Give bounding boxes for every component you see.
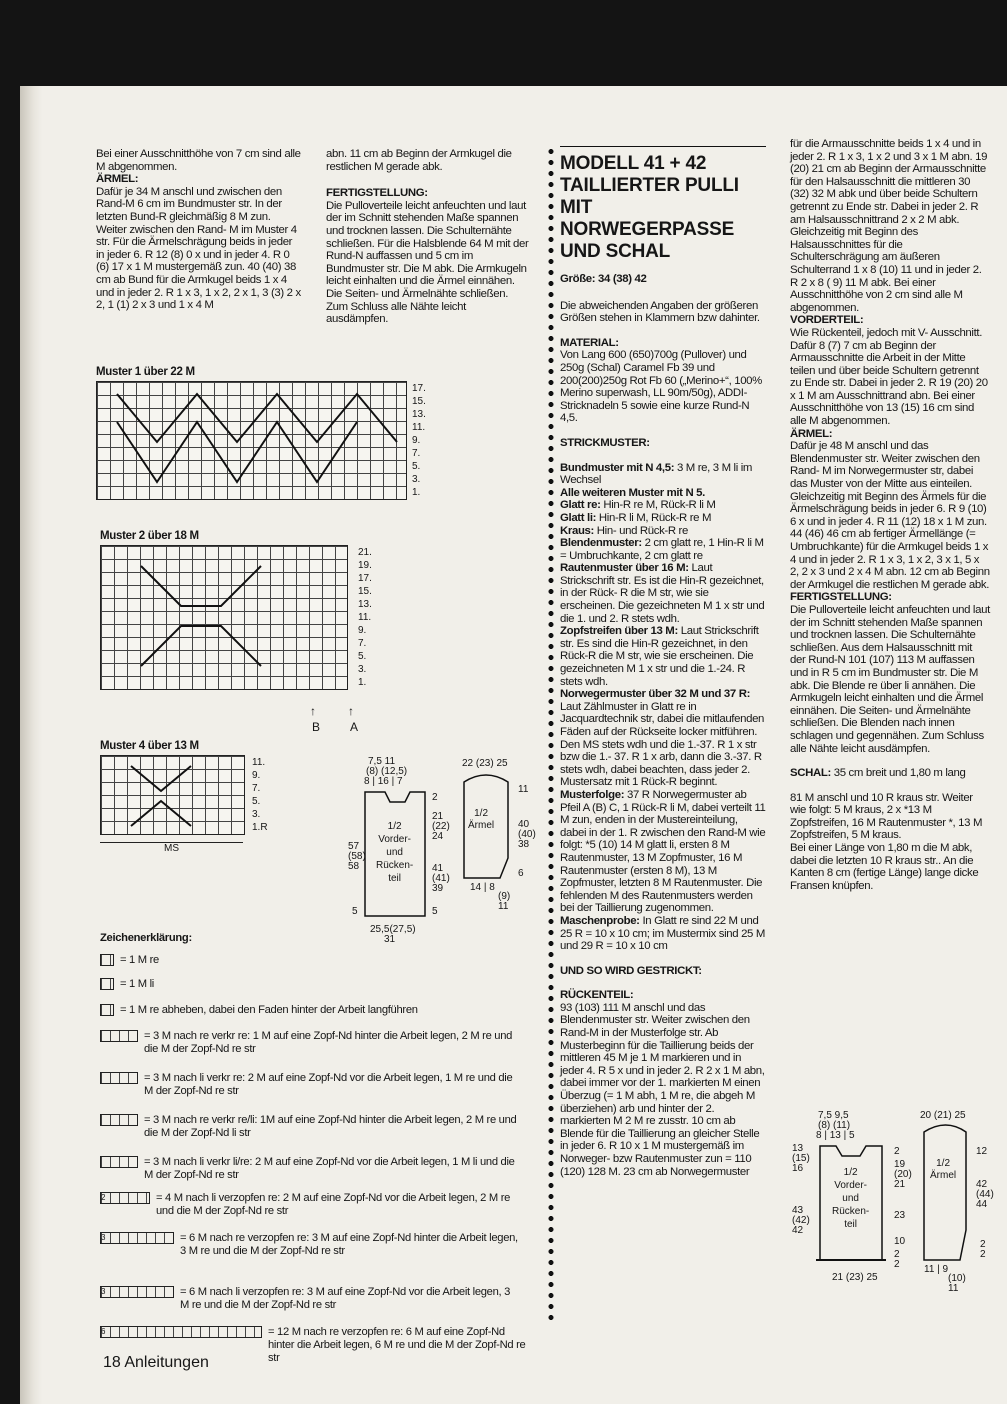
muster2-grid [100,545,348,690]
text-col2-fertig: Die Pulloverteile leicht anfeuchten und laut der im Schnitt stehenden Maße spannen und trocknen lassen. Die Schulternähte schließen. Für die Halsblende 64 M mit der Rund-N auffassen und 5 cm im Bundmuster str. Die M abk. Die Armkugeln leicht einhalten und die Ärmel einnähen. Die Seiten- und Ärmelnähte schließen. Zum Schluss alle Nähte leicht ausdämpfen. [326,199,529,326]
schematic-front-back-2: 7,5 9,5 (8) (11) 8 | 13 | 5 13 (15) 16 2 19 (20) 21 1/2 Vorder- und Rücken- teil 43 (42) 42 23 10 2 2 21 (23) 25 [792,1110,912,1283]
muster4-title: Muster 4 über 13 M [100,740,199,752]
legend-item: = 1 M re abheben, dabei den Faden hinter der Arbeit langführen [100,1004,520,1017]
groesse: Größe: 34 (38) 42 [560,273,647,285]
magazine-page [20,86,1007,1404]
text-col1-aermel: Dafür je 34 M anschl und zwischen den Rand-M 6 cm im Bundmuster str. In der letzten Bund-R gleichmäßig 8 M zun. Weiter zwischen den Rand- M im Muster 4 str. Für die Ärmelschrägung beids in jeder in jeder 6. R 12 (8) 0 x und in jeder 4. R 0 (6) 17 x 1 M mustergemäß zun. 40 (40) 38 cm ab Bund für die Armkugel beids 1 x 4 und in jeder 2. R 1 x 3, 1 x 2, 2 x 1, 3 (3) 2 x 2, 1 (1) 2 x 3 und 1 x 4 M [96,185,301,312]
heading-aermel-2: ÄRMEL: [790,427,833,440]
legend-item: = 3 M nach li verkr li/re: 2 M auf eine Zopf-Nd vor die Arbeit legen, 1 M li und die M der Zopf-Nd re str [100,1156,520,1182]
muster1-row-numbers: 17. 15. 13. 11. 9. 7. 5. 3. 1. [412,383,426,498]
legend-item: 6 = 12 M nach re verzopfen re: 6 M auf eine Zopf-Nd hinter die Arbeit legen, 6 M re und die M der Zopf-Nd re str [101,1326,526,1364]
muster1-title: Muster 1 über 22 M [96,366,195,378]
text-fertig-2: Die Pulloverteile leicht anfeuchten und laut der im Schnitt stehenden Maße spannen und trocknen lassen. Die Schulternähte schließen. Aus dem Halsausschnitt mit der Rund-N 101 (107) 113 M auffassen und in R 5 cm im Bundmuster str. Die M abk. Die Blende re über li annähen. Die Armkugeln leicht einhalten und die Ärmel einnähen. Die Seiten- und Ärmelnähte schließen. Die Blenden nach innen schlagen und gegennähen. Zum Schluss alle Nähte leicht ausdämpfen. [790,603,990,755]
schematic-sleeve: 22 (23) 25 11 1/2 Ärmel 40 (40) 38 6 14 | 8 (9) 11 [462,758,536,912]
legend-item: = 3 M nach re verkr re/li: 1M auf eine Zopf-Nd hinter die Arbeit legen, 2 M re und die M der Zopf-Nd li str [100,1114,520,1140]
title-line4: UND SCHAL [560,241,671,262]
muster4-chart [100,740,245,854]
legend-item: 3 = 6 M nach re verzopfen re: 3 M auf eine Zopf-Nd hinter die Arbeit legen, 3 M re und die M der Zopf-Nd re str [101,1232,518,1257]
text-col2-p1: abn. 11 cm ab Beginn der Armkugel die restlichen M gerade abk. [326,148,512,173]
heading-ruecken: RÜCKENTEIL: [560,989,634,1002]
groesse-note: Die abweichenden Angaben der größeren Größen stehen in Klammern bzw dahinter. [560,299,760,325]
column-separator-dots [547,146,555,1326]
arrow-a-icon: ↑ [348,704,354,718]
heading-aermel: ÄRMEL: [96,173,139,186]
heading-fertigstellung: FERTIGSTELLUNG: [326,187,428,200]
muster4-grid [100,755,245,835]
column-2 [326,148,529,332]
legend-item: = 3 M nach li verkr re: 2 M auf eine Zopf-Nd vor die Arbeit legen, 1 M re und die M der Zopf-Nd re str [100,1072,520,1098]
legend-item: 2 = 4 M nach li verzopfen re: 2 M auf eine Zopf-Nd vor die Arbeit legen, 2 M re und die M der Zopf-Nd re str [101,1192,511,1217]
schematic-front-back: 7,5 11 (8) (12,5) 8 | 16 | 7 1/2 Vorder- und Rücken- teil 57 (58) 58 2 21 (22) 24 41 (41) 39 5 5 25,5(27,5) 31 [348,756,450,945]
text-col1-p1: Bei einer Ausschnitthöhe von 7 cm sind alle M abgenommen. [96,148,301,173]
text-schal2: 81 M anschl und 10 R kraus str. Weiter wie folgt: 5 M kraus, 2 x *13 M Zopfstreifen, 16 M Rautenmuster *, 13 M Zopfstreifen, 5 M kraus. [790,791,983,842]
muster2-title: Muster 2 über 18 M [100,530,199,542]
muster2-chart [100,530,348,695]
muster2-row-numbers: 21. 19. 17. 15. 13. 11. 9. 7. 5. 3. 1. [358,547,372,688]
page-edge-shadow [20,86,42,1404]
title-line1: MODELL 41 + 42 [560,153,707,174]
heading-so-wird: UND SO WIRD GESTRICKT: [560,964,702,977]
legend-item: 3 = 6 M nach li verzopfen re: 3 M auf eine Zopf-Nd vor die Arbeit legen, 3 M re und die M der Zopf-Nd re str [101,1286,511,1311]
arrow-b-icon: ↑ [310,704,316,718]
schematic-sleeve-2: 20 (21) 25 12 1/2 Ärmel 42 (44) 44 2 2 11 | 9 (10) 11 [920,1110,994,1294]
arrow-b-label: B [312,720,321,734]
text-vorderteil: Wie Rückenteil, jedoch mit V- Ausschnitt. Dafür 8 (7) 7 cm ab Beginn der Armausschnitte die Arbeit in der Mitte teilen und über beide Schultern getrennt zu Ende str. Dabei in jeder 2. R 19 (20) 20 x 1 M am Ausschnittrand abn. Bei einer Ausschnitthöhe von 13 (15) 16 cm sind alle M abgenommen. [790,326,988,428]
page-number: 18 [103,1354,121,1371]
heading-vorderteil: VORDERTEIL: [790,314,864,327]
arrow-a-label: A [350,720,359,734]
title-line3: MIT NORWEGERPASSE [560,197,735,240]
legend-item: = 1 M re [100,954,520,967]
column-4: für die Armausschnitte beids 1 x 4 und in jeder 2. R 1 x 3, 1 x 2 und 3 x 1 M abn. 19 (20) 21 cm ab Beginn der Armausschnitte für den Halsausschnitt die mittleren 30 (32) 32 M abk und über beide Schultern getrennt zu Ende str. Dabei in jeder 2. R am Halsausschnittrand 2 x 2 M abk. Gleichzeitig mit Beginn des Halsausschnittes für die Schulterschrägung am äußeren Schulterrand 1 x 8 (10) 11 und in jeder 2. R 2 x 8 ( 9) 11 M abk. Bei einer Ausschnitthöhe von 2 cm sind alle M abgenommen. VORDERTEIL: Wie Rückenteil, jedoch mit V- Ausschnitt. Dafür 8 (7) 7 cm ab Beginn der Armausschnitte die Arbeit in der Mitte teilen und über beide Schultern getrennt zu Ende str. Dabei in jeder 2. R 19 (20) 20 x 1 M am Ausschnittrand abn. Bei einer Ausschnitthöhe von 13 (15) 16 cm sind alle M abgenommen. ÄRMEL: Dafür je 48 M anschl und das Blendenmuster str. Weiter zwischen den Rand- M im Norwegermuster str, dabei das Muster von der Mitte aus einteilen. Gleichzeitig mit Beginn des Ärmels für die Ärmelschrägung beids in jeder 6. R 9 (10) 6 x und in jeder 4. R 11 (12) 18 x 1 M zun. 44 (46) 46 cm ab fertiger Ärmellänge (= Umbruchkante) für die Armkugel beids 1 x 4 und in jeder 2. R 1 x 3, 1 x 2, 3 x 1, 5 x 2, 2 x 3 und 2 x 4 M abn. 12 cm ab Beginn der Armkugel die restlichen M gerade abk. FERTIGSTELLUNG: Die Pulloverteile leicht anfeuchten und laut der im Schnitt stehenden Maße spannen und trocknen lassen. Die Schulternähte schließen. Aus dem Halsausschnitt mit der Rund-N 101 (107) 113 M auffassen und in R 5 cm im Bundmuster str. Die M abk. Die Blende re über li annähen. Die Armkugeln leicht einhalten und die Ärmel einnähen. Die Seiten- und Ärmelnähte schließen. Die Blenden nach innen schlagen und gegennähen. Zum Schluss alle Nähte leicht ausdämpfen. SCHAL: 35 cm breit und 1,80 m lang 81 M anschl und 10 R kraus str. Weiter wie folgt: 5 M kraus, 2 x *13 M Zopfstreifen, 16 M Rautenmuster *, 13 M Zopfstreifen, 5 M kraus. Bei einer Länge von 1,80 m die M abk, dabei die letzten 10 R kraus str.. An die Kanten 8 cm (fertige Länge) lange dicke Fransen knüpfen. [790,138,990,892]
column-3: MODELL 41 + 42 TAILLIERTER PULLI MIT NORWEGERPASSE UND SCHAL Größe: 34 (38) 42 Die abweichenden Angaben der größeren Größen stehen in Klammern bzw dahinter. MATERIAL: Von Lang 600 (650)700g (Pullover) und 250g (Schal) Caramel Fb 39 und 200(200)250g Rot Fb 60 („Merino+“, 100% Merino superwash, LL 90m/50g), ADDI- Stricknadeln 5 sowie eine kurze Rund-N 4,5. STRICKMUSTER: Bundmuster mit N 4,5: 3 M re, 3 M li im Wechsel Alle weiteren Muster mit N 5. Glatt re: Hin-R re M, Rück-R li M Glatt li: Hin-R li M, Rück-R re M Kraus: Hin- und Rück-R re Blendenmuster: 2 cm glatt re, 1 Hin-R li M = Umbruchkante, 2 cm glatt re Rautenmuster über 16 M: Laut Strickschrift str. Es ist die Hin-R gezeichnet, in der Rück- R die M str, wie sie erscheinen. Die gezeichneten M 1 x str und die 1. und 2. R stets wdh. Zopfstreifen über 13 M: Laut Strickschrift str. Es sind die Hin-R gezeichnet, in den Rück-R die M str, wie sie erscheinen. Die gezeichneten M 1 x str und die 1.-24. R stets wdh. Norwegermuster über 32 M und 37 R: Laut Zählmuster in Glatt re in Jacquardtechnik str, dabei die mitlaufenden Fäden auf der Rückseite locker mitführen. Den MS stets wdh und die 1.-37. R 1 x str bzw die 1.- 37. R 1 x arb, dann die 3.-37. R stets wdh, dabei beachten, dass jeder 2. Mustersatz mit 1 Rück-R beginnt. Musterfolge: 37 R Norwegermuster ab Pfeil A (B) C, 1 Rück-R li M, dabei verteilt 11 M zun, enden in der Mustereinteilung, dabei in der 1. R zwischen den Rand-M wie folgt: *5 (10) 14 M glatt li, ersten 8 M Rautenmuster, 13 M Zopfmuster, 16 M Rautenmuster (ersten 8 M), 13 M Zopfmuster, letzten 8 M Rautenmuster. Die fehlenden M des Rautenmusters werden bei der Taillierung zugenommen. Maschenprobe: In Glatt re sind 22 M und 25 R = 10 x 10 cm; im Mustermix sind 25 M und 29 R = 10 x 10 cm UND SO WIRD GESTRICKT: RÜCKENTEIL: 93 (103) 111 M anschl und das Blendenmuster str. Weiter zwischen den Rand-M in der Musterfolge str. Ab Musterbeginn für die Taillierung beids der mittleren 45 M je 1 M markieren und in jeder 4. R 5 x und in jeder 2. R 2 x 1 M abn, dabei immer vor der 1. markierten M einen Überzug (= 1 M abh, 1 M re, die abgeh M überziehen) arb und hinter der 2. markierten M 2 M re zusstr. 10 cm ab Blende für die Taillierung an gleicher Stelle in jeder 6. R 10 x 1 M mustergemäß im Norweger- bzw Rautenmuster zun = 110 (120) 128 M. 23 cm ab Norwegermuster [560,146,766,1184]
page-footer [103,1354,209,1372]
legend-title: Zeichenerklärung: [100,932,192,944]
material-text: Von Lang 600 (650)700g (Pullover) und 250g (Schal) Caramel Fb 39 und 200(200)250g Rot Fb 60 („Merino+“, 100% Merino superwash, LL 90m/50g), ADDI- Stricknadeln 5 sowie eine kurze Rund-N 4,5. [560,349,762,425]
heading-material: MATERIAL: [560,336,619,349]
muster4-ms: MS [100,842,243,854]
text-aermel-2: Dafür je 48 M anschl und das Blendenmuster str. Weiter zwischen den Rand- M im Norwegermuster str, dabei das Muster von der Mitte aus einteilen. Gleichzeitig mit Beginn des Ärmels für die Ärmelschrägung beids in jeder 6. R 9 (10) 6 x und in jeder 4. R 11 (12) 18 x 1 M zun. 44 (46) 46 cm ab fertiger Ärmellänge (= Umbruchkante) für die Armkugel beids 1 x 4 und in jeder 2. R 1 x 3, 1 x 2, 3 x 1, 5 x 2, 2 x 3 und 2 x 4 M abn. 12 cm ab Beginn der Armkugel die restlichen M gerade abk. [790,440,990,591]
muster4-row-numbers: 11. 9. 7. 5. 3. 1.R [252,757,268,833]
heading-strickmuster: STRICKMUSTER: [560,436,650,449]
section-name: Anleitungen [124,1354,209,1371]
column-1 [96,148,302,318]
text-col4-p1: für die Armausschnitte beids 1 x 4 und in jeder 2. R 1 x 3, 1 x 2 und 3 x 1 M abn. 19 (20) 21 cm ab Beginn der Armausschnitte für den Halsausschnitt die mittleren 30 (32) 32 M abk und über beide Schultern getrennt zu Ende str. Dabei in jeder 2. R am Halsausschnittrand 2 x 2 M abk. Gleichzeitig mit Beginn des Halsausschnittes für die Schulterschrägung am äußeren Schulterrand 1 x 8 (10) 11 und in jeder 2. R 2 x 8 ( 9) 11 M abk. Bei einer Ausschnitthöhe von 2 cm sind alle M abgenommen. [790,138,988,314]
legend-item: = 3 M nach re verkr re: 1 M auf eine Zopf-Nd hinter die Arbeit legen, 2 M re und die M der Zopf-Nd re str [100,1030,520,1056]
muster1-chart [96,366,407,505]
text-schal3: Bei einer Länge von 1,80 m die M abk, dabei die letzten 10 R kraus str.. An die Kanten 8 cm (fertige Länge) lange dicke Fransen knüpfen. [790,842,979,892]
ruecken-text: 93 (103) 111 M anschl und das Blendenmuster str. Weiter zwischen den Rand-M in der Musterfolge str. Ab Musterbeginn für die Taillierung beids der mittleren 45 M je 1 M markieren und in jeder 4. R 5 x und in jeder 2. R 2 x 1 M abn, dabei immer vor der 1. markierten M einen Überzug (= 1 M abh, 1 M re, die abgeh M überziehen) arb und hinter der 2. markierten M 2 M re zusstr. 10 cm ab Blende für die Taillierung an gleicher Stelle in jeder 6. R 10 x 1 M mustergemäß im Norweger- bzw Rautenmuster zun = 110 (120) 128 M. 23 cm ab Norwegermuster [560,1001,765,1178]
legend-item: = 1 M li [100,978,520,991]
heading-fertig-2: FERTIGSTELLUNG: [790,591,892,604]
muster1-grid [96,381,407,500]
title-line2: TAILLIERTER PULLI [560,175,739,196]
